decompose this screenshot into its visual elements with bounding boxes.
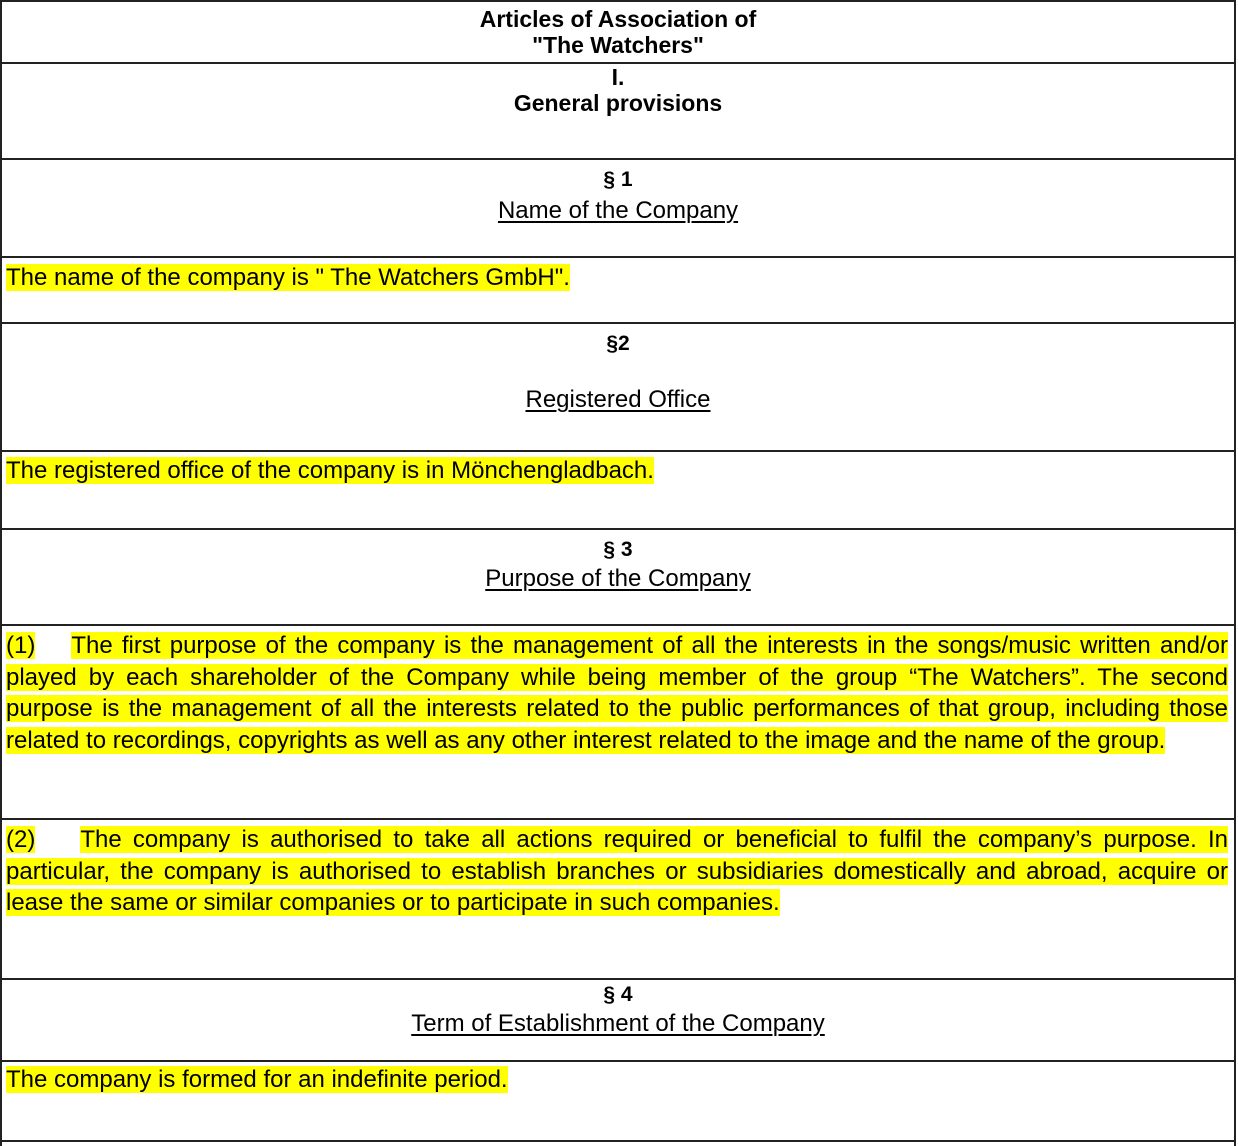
- section-2-heading: Registered Office: [525, 386, 711, 413]
- document-title-row: [2, 2, 1234, 64]
- section-3-paragraph-1-row: [2, 626, 1234, 820]
- section-1-heading-row: [2, 160, 1234, 258]
- section-1-number: § 1: [603, 168, 633, 191]
- section-3-paragraph-2-row: [2, 820, 1234, 980]
- section-3-heading-row: [2, 530, 1234, 626]
- section-4-body-row: [2, 1062, 1234, 1142]
- section-3-paragraph-2-label: (2): [6, 826, 36, 853]
- section-4-heading-row: [2, 980, 1234, 1062]
- document-title-line-2: "The Watchers": [532, 32, 704, 58]
- section-3-number: § 3: [603, 538, 633, 561]
- section-2-body-row: [2, 452, 1234, 530]
- section-3-paragraph-2-text: The company is authorised to take all actions required or beneficial to fulfil the company’s purpose. In particular, the company is authorised to establish branches or subsidiaries domestically and abroad, acquire or lease the same or similar companies or to participate in such companies.: [6, 826, 1228, 916]
- section-3-paragraph-1-label: (1): [6, 632, 36, 659]
- section-4-number: § 4: [603, 983, 633, 1006]
- part-heading-row: [2, 64, 1234, 160]
- section-2-number: §2: [606, 332, 630, 355]
- part-number: I.: [611, 64, 625, 90]
- section-4-heading: Term of Establishment of the Company: [411, 1010, 825, 1037]
- section-2-text: The registered office of the company is in Mönchengladbach.: [6, 457, 654, 484]
- section-2-heading-row: [2, 324, 1234, 452]
- section-3-heading: Purpose of the Company: [485, 565, 751, 592]
- document-title-line-1: Articles of Association of: [479, 6, 757, 32]
- section-4-text: The company is formed for an indefinite period.: [6, 1066, 508, 1093]
- section-3-paragraph-1-text: The first purpose of the company is the management of all the interests in the songs/music written and/or played by each shareholder of the Company while being member of the group “The Watchers”. The second purpose is the management of all the interests related to the public performances of that group, including those related to recordings, copyrights as well as any other interest related to the image and the name of the group.: [6, 632, 1228, 754]
- part-title: General provisions: [513, 90, 723, 116]
- section-1-heading: Name of the Company: [497, 197, 739, 224]
- section-1-body-row: [2, 258, 1234, 324]
- section-1-text: The name of the company is " The Watchers GmbH".: [6, 264, 570, 291]
